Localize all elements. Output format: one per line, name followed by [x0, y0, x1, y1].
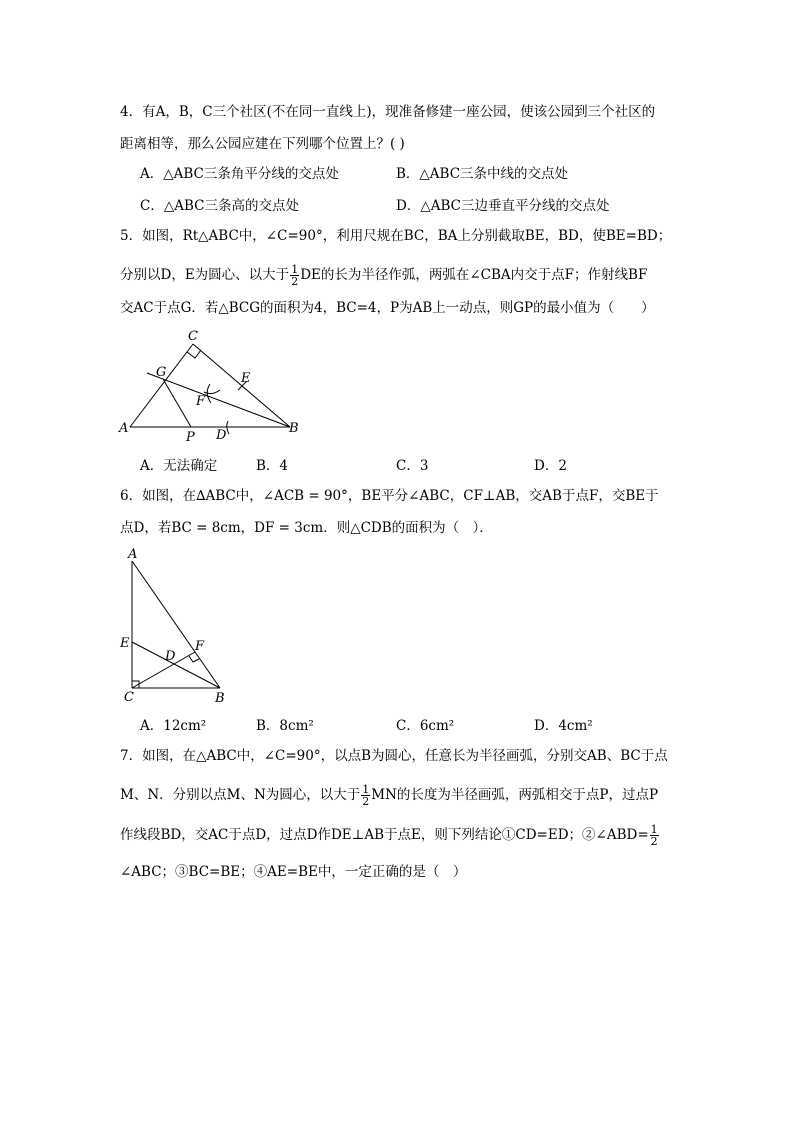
q4-option-b: B．△ABC三条中线的交点处 [396, 166, 569, 182]
q6-label-c: C [124, 690, 134, 705]
q6-label-a: A [128, 547, 138, 562]
q7-fraction [361, 784, 370, 807]
q5-arc-f2 [204, 390, 220, 394]
q5-label-a: A [119, 421, 129, 436]
q7-line2-part-b: MN的长度为半径画弧，两弧相交于点P，过点P [371, 787, 659, 803]
q7-fraction-2-denominator: 2 [650, 835, 658, 848]
q5-option-c: C．3 [396, 458, 429, 474]
q6-label-f: F [195, 639, 205, 654]
q6-option-d: D．4cm² [534, 718, 593, 734]
q5-label-g: G [156, 365, 167, 380]
q7-line4: ∠ABC；③BC=BE；④AE=BE中，一定正确的是（ ） [120, 864, 467, 880]
q5-label-d: D [216, 428, 227, 443]
q4-option-c: C．△ABC三条高的交点处 [140, 198, 299, 214]
q6-segment-cf [132, 652, 195, 688]
q5-fraction-denominator: 2 [291, 275, 299, 288]
q7-line2-part-a: M、N．分别以点M、N为圆心，以大于 [120, 787, 361, 803]
q6-right-angle-mark-c [132, 681, 139, 688]
q5-line3: 交AC于点G．若△BCG的面积为4，BC=4，P为AB上一动点，则GP的最小值为（ ） [120, 300, 655, 316]
q7-fraction-denominator: 2 [362, 795, 370, 808]
q5-right-angle-mark [187, 350, 201, 358]
q6-line1: 6．如图，在∆ABC中，∠ACB = 90°，BE平分∠ABC，CF⊥AB，交AB于点F，交BE于 [120, 488, 659, 504]
q6-side-ab [132, 561, 220, 688]
q5-label-p: P [186, 430, 195, 445]
q7-fraction-numerator: 1 [362, 783, 370, 796]
q6-label-d: D [165, 649, 176, 664]
q5-segment-gp [163, 379, 191, 427]
q5-side-cb [193, 344, 290, 427]
q4-line2: 距离相等，那么公园应建在下列哪个位置上？( ) [120, 136, 405, 152]
q5-arc-d [227, 421, 229, 434]
q5-fraction-numerator: 1 [291, 263, 299, 276]
q4-option-a: A．△ABC三条角平分线的交点处 [140, 166, 339, 182]
q6-option-c: C．6cm² [396, 718, 455, 734]
q6-line2: 点D，若BC = 8cm，DF = 3cm．则△CDB的面积为（ ）． [120, 520, 493, 536]
q6-option-a: A．12cm² [140, 718, 207, 734]
q6-label-b: B [215, 691, 225, 706]
q5-option-b: B．4 [256, 458, 289, 474]
q6-option-b: B．8cm² [256, 718, 314, 734]
q5-line2 [120, 264, 647, 287]
q4-option-d: D．△ABC三边垂直平分线的交点处 [396, 198, 610, 214]
q6-right-angle-mark-f [189, 656, 199, 662]
q5-option-d: D．2 [534, 458, 567, 474]
q5-label-c: C [188, 329, 198, 344]
q5-line2-part-a: 分别以D，E为圆心、以大于 [120, 267, 290, 283]
q7-fraction-2-numerator: 1 [650, 823, 658, 836]
q5-fraction [290, 264, 299, 287]
q5-ray-bf [147, 373, 290, 427]
q5-line1: 5．如图，Rt△ABC中，∠C=90°，利用尺规在BC，BA上分别截取BE，BD，使BE=BD； [120, 228, 672, 244]
q6-label-e: E [120, 636, 130, 651]
q5-label-e: E [241, 371, 251, 386]
q5-option-a: A．无法确定 [140, 458, 218, 474]
q7-line3 [120, 824, 660, 847]
q7-line1: 7．如图，在△ABC中，∠C=90°，以点B为圆心，任意长为半径画弧，分别交AB、BC于点 [120, 748, 668, 764]
q5-line2-part-b: DE的长为半径作弧，两弧在∠CBA内交于点F；作射线BF [300, 267, 648, 283]
q7-line3-text: 作线段BD，交AC于点D，过点D作DE⊥AB于点E，则下列结论①CD=ED；②∠ABD= [120, 827, 649, 843]
q5-arc-f1 [207, 384, 211, 403]
q4-line1: 4．有A，B，C三个社区(不在同一直线上)，现准备修建一座公园，使该公园到三个社区的 [120, 104, 656, 120]
q5-side-ac [130, 344, 193, 427]
q7-fraction-2 [650, 824, 659, 847]
q5-label-f: F [196, 394, 206, 409]
q6-segment-be [132, 642, 220, 688]
q7-line2 [120, 784, 658, 807]
q5-label-b: B [289, 421, 299, 436]
q5-tick-e [238, 381, 247, 390]
